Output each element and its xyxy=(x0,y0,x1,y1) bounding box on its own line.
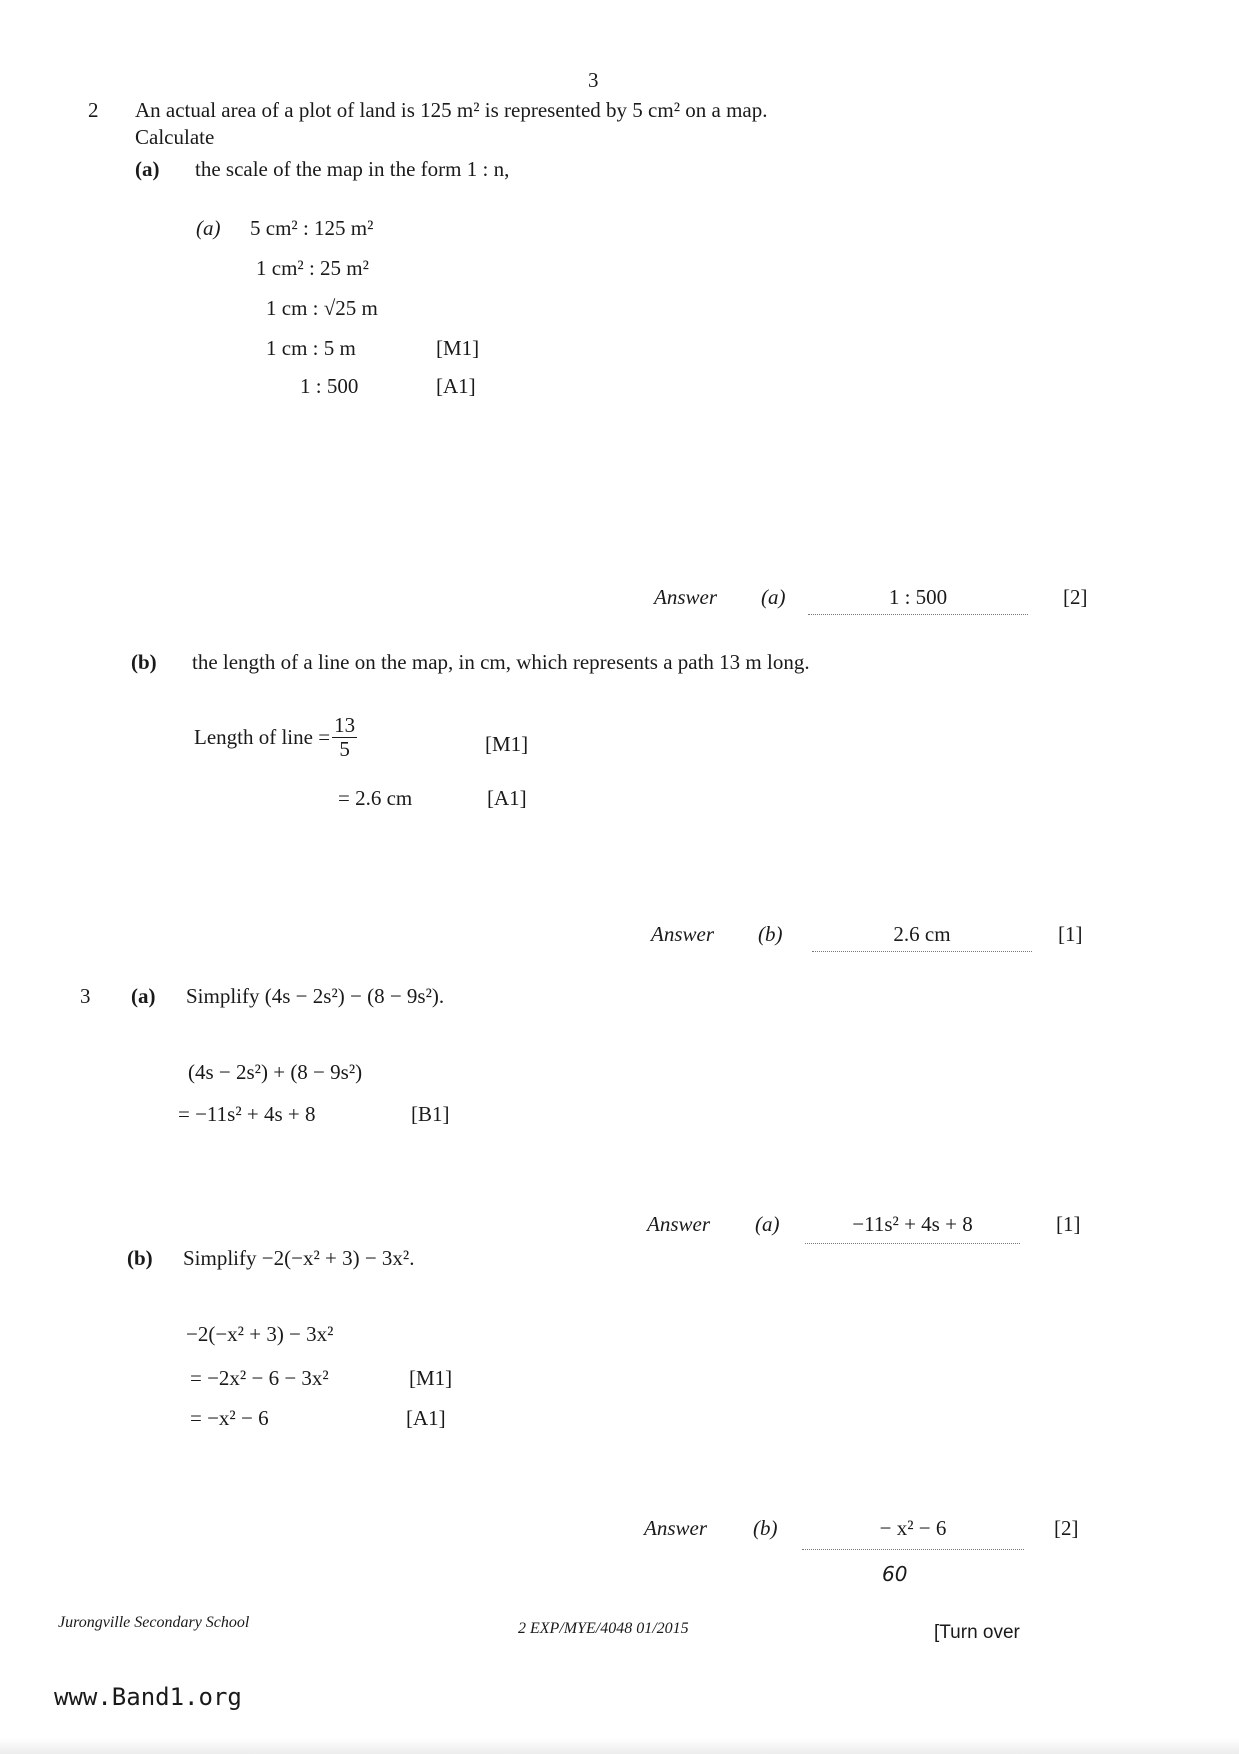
working-2a-line-1: 5 cm² : 125 m² xyxy=(250,216,374,240)
page-number: 3 xyxy=(588,68,599,92)
mark-2a-m1: [M1] xyxy=(436,336,480,360)
fraction-denominator: 5 xyxy=(339,737,350,762)
question-number-3: 3 xyxy=(80,984,91,1008)
watermark-url: www.Band1.org xyxy=(54,1683,242,1711)
answer-marks-2a: [2] xyxy=(1063,585,1088,609)
mark-2a-a1: [A1] xyxy=(436,374,476,398)
mark-2b-m1: [M1] xyxy=(485,732,529,756)
answer-value-3b: − x² − 6 xyxy=(879,1516,947,1540)
working-2b-prefix: Length of line = xyxy=(194,725,331,750)
answer-part-3b: (b) xyxy=(753,1516,778,1540)
answer-line-3a xyxy=(805,1243,1020,1244)
mark-2b-a1: [A1] xyxy=(487,786,527,810)
working-2b-result: = 2.6 cm xyxy=(338,786,413,810)
part-2b-text: the length of a line on the map, in cm, which represents a path 13 m long. xyxy=(192,650,810,674)
part-2a-text: the scale of the map in the form 1 : n, xyxy=(195,157,510,181)
fraction-13-over-5 xyxy=(332,714,357,761)
working-3b-line-3: = −x² − 6 xyxy=(190,1406,269,1430)
answer-marks-3b: [2] xyxy=(1054,1516,1079,1540)
answer-label-2b: Answer xyxy=(651,922,714,946)
answer-line-2a xyxy=(808,614,1028,615)
working-2a-label: (a) xyxy=(196,216,221,240)
question-2-stem: An actual area of a plot of land is 125 m² is represented by 5 cm² on a map. xyxy=(135,98,768,122)
working-3a-line-2: = −11s² + 4s + 8 xyxy=(178,1102,316,1126)
footer-school-name: Jurongville Secondary School xyxy=(58,1614,250,1631)
answer-line-3b xyxy=(802,1549,1024,1550)
scan-edge xyxy=(0,1738,1239,1754)
question-number-2: 2 xyxy=(88,98,99,122)
working-2b-fraction-line xyxy=(194,714,359,761)
answer-part-2a: (a) xyxy=(761,585,786,609)
working-3b-line-2: = −2x² − 6 − 3x² xyxy=(190,1366,329,1390)
fraction-numerator: 13 xyxy=(334,713,356,737)
handwritten-score: 60 xyxy=(882,1562,908,1586)
part-label-2a: (a) xyxy=(135,157,160,181)
working-2a-line-5: 1 : 500 xyxy=(300,374,359,398)
answer-value-2b: 2.6 cm xyxy=(893,922,951,946)
part-label-3a: (a) xyxy=(131,984,156,1008)
answer-line-2b xyxy=(812,951,1032,952)
working-3a-line-1: (4s − 2s²) + (8 − 9s²) xyxy=(188,1060,363,1084)
footer-turn-over: [Turn over xyxy=(934,1622,1020,1643)
part-3a-text: Simplify (4s − 2s²) − (8 − 9s²). xyxy=(186,984,445,1008)
footer-paper-code: 2 EXP/MYE/4048 01/2015 xyxy=(518,1620,689,1637)
mark-3b-m1: [M1] xyxy=(409,1366,453,1390)
answer-label-3b: Answer xyxy=(644,1516,707,1540)
working-2a-line-3: 1 cm : √25 m xyxy=(266,296,378,320)
answer-part-2b: (b) xyxy=(758,922,783,946)
answer-part-3a: (a) xyxy=(755,1212,780,1236)
mark-3a-b1: [B1] xyxy=(411,1102,450,1126)
working-2a-line-2: 1 cm² : 25 m² xyxy=(256,256,369,280)
answer-marks-3a: [1] xyxy=(1056,1212,1081,1236)
part-label-2b: (b) xyxy=(131,650,157,674)
part-3b-text: Simplify −2(−x² + 3) − 3x². xyxy=(183,1246,415,1270)
answer-marks-2b: [1] xyxy=(1058,922,1083,946)
answer-label-2a: Answer xyxy=(654,585,717,609)
part-label-3b: (b) xyxy=(127,1246,153,1270)
working-2a-line-4: 1 cm : 5 m xyxy=(266,336,356,360)
mark-3b-a1: [A1] xyxy=(406,1406,446,1430)
question-2-calculate: Calculate xyxy=(135,125,215,149)
answer-value-2a: 1 : 500 xyxy=(888,585,948,609)
answer-value-3a: −11s² + 4s + 8 xyxy=(852,1212,973,1236)
answer-label-3a: Answer xyxy=(647,1212,710,1236)
working-3b-line-1: −2(−x² + 3) − 3x² xyxy=(186,1322,334,1346)
